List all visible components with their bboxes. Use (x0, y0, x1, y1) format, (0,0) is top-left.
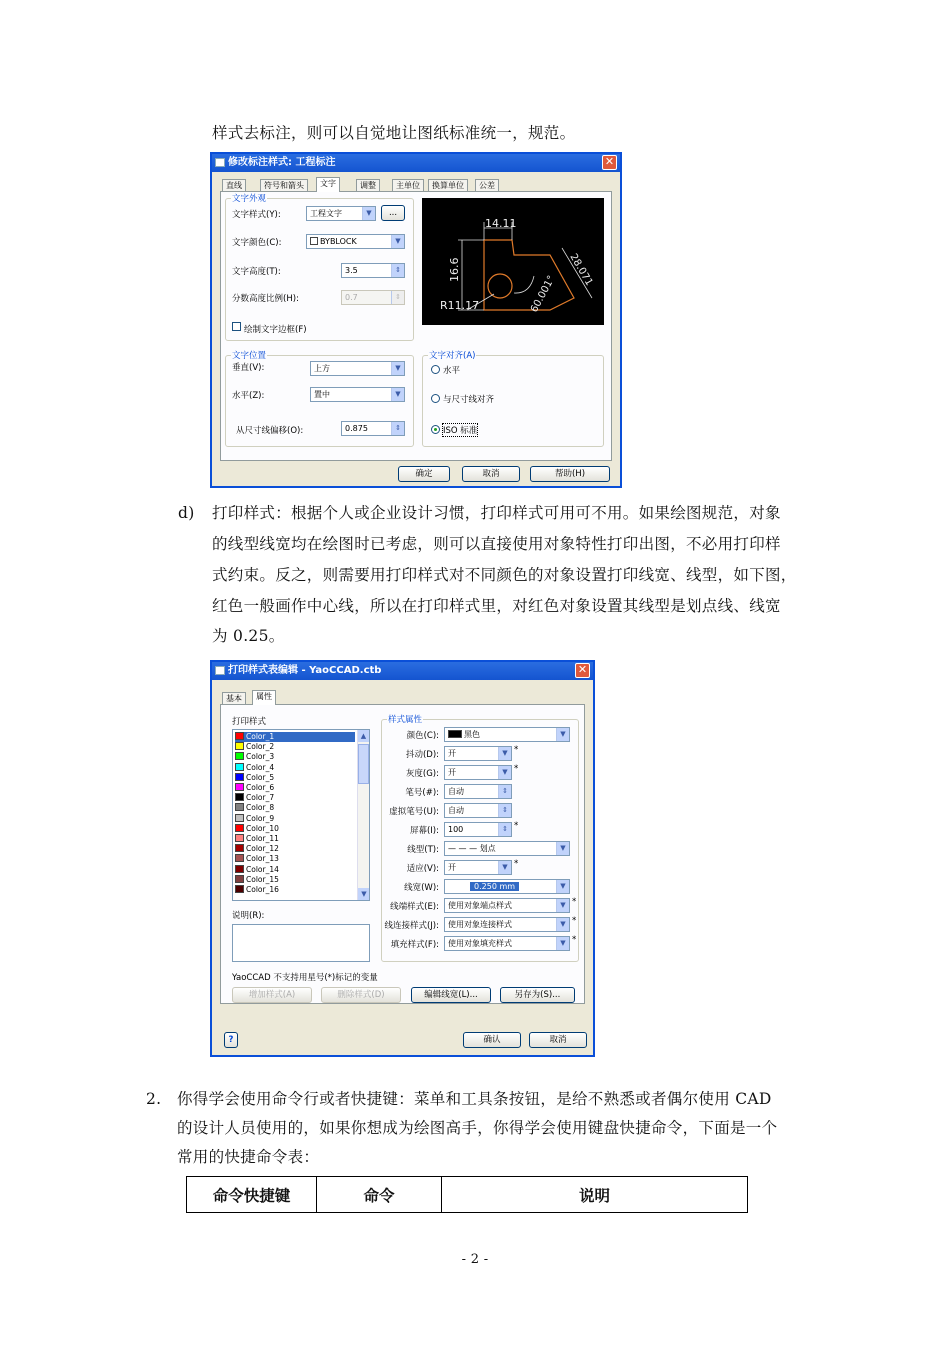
group-label: 文字对齐(A) (429, 351, 476, 361)
property-field[interactable] (444, 727, 570, 742)
color-swatch (235, 742, 244, 750)
tab-properties[interactable]: 属性 (252, 690, 276, 705)
color-swatch (235, 732, 244, 740)
dim-text-top: 14.11 (485, 217, 517, 230)
color-swatch (235, 834, 244, 842)
preview-circle (488, 274, 512, 298)
color-swatch (235, 824, 244, 832)
property-field[interactable] (444, 803, 512, 818)
property-value: 自动 (448, 787, 464, 796)
dim-style-dialog (210, 152, 622, 488)
unsupported-mark: * (572, 935, 577, 945)
dialog-title: 修改标注样式: 工程标注 (228, 157, 336, 168)
list-marker-d: d) (178, 504, 195, 522)
property-label: 虚拟笔号(U): (389, 807, 439, 817)
chevron-down-icon: ▼ (391, 235, 404, 248)
property-label: 颜色(C): (406, 731, 439, 741)
horizontal-select[interactable]: 置中 ▼ (310, 387, 405, 402)
chevron-down-icon: ▼ (556, 842, 569, 855)
property-value: 开 (448, 749, 456, 758)
header-description: 说明 (442, 1177, 748, 1213)
cancel-button[interactable]: 取消 (529, 1032, 587, 1048)
color-name: Color_3 (246, 752, 275, 762)
text-height-spinner[interactable]: 3.5 ⇕ (341, 263, 405, 278)
unsupported-notice: YaoCCAD 不支持用星号(*)标记的变量 (232, 973, 378, 983)
para-d-line-2: 的线型线宽均在绘图时已考虑，则可以直接使用对象特性打印出图，不必用打印样 (212, 535, 781, 553)
property-field[interactable] (444, 860, 512, 875)
color-swatch (235, 783, 244, 791)
save-as-button[interactable]: 另存为(S)... (500, 987, 575, 1003)
plot-styles-label: 打印样式 (232, 717, 267, 727)
color-name: Color_2 (246, 742, 275, 752)
list-item[interactable] (235, 814, 274, 824)
property-field[interactable] (444, 746, 512, 761)
para-d-line-5: 为 0.25。 (212, 627, 285, 645)
property-field[interactable] (444, 784, 512, 799)
scroll-thumb[interactable] (358, 744, 369, 784)
property-field[interactable] (444, 936, 570, 951)
list-item[interactable] (235, 732, 355, 742)
unsupported-mark: * (514, 821, 519, 831)
dim-text-diag: 28.071 (567, 252, 595, 288)
property-field[interactable] (444, 917, 570, 932)
text-appearance-group (225, 194, 414, 341)
property-label: 屏幕(I): (409, 826, 439, 836)
text-height-label: 文字高度(T): (232, 267, 281, 277)
spinner-arrows-icon: ⇕ (391, 291, 404, 304)
app-icon (215, 158, 225, 167)
list-item[interactable] (235, 752, 274, 762)
align-iso-radio[interactable] (431, 425, 440, 434)
color-swatch (235, 844, 244, 852)
chevron-down-icon: ▼ (362, 207, 375, 220)
property-label: 笔号(#): (405, 788, 439, 798)
para-2-line-1: 你得学会使用命令行或者快捷键：菜单和工具条按钮，是给不熟悉或者偶尔使用 CAD (177, 1090, 772, 1108)
list-item[interactable] (235, 773, 274, 783)
chevron-down-icon: ▼ (556, 918, 569, 931)
unsupported-mark: * (514, 764, 519, 774)
dialog-titlebar (212, 662, 593, 680)
dialog-title: 打印样式表编辑 - YaoCCAD.ctb (228, 665, 382, 676)
para-d-line-4: 红色一般画作中心线，所以在打印样式里，对红色对象设置其线型是划点线、线宽 (212, 597, 781, 615)
property-field[interactable] (444, 841, 570, 856)
property-label: 灰度(G): (405, 769, 439, 779)
para-2-line-2: 的设计人员使用的，如果你想成为绘图高手，你得学会使用键盘快捷命令，下面是一个 (177, 1119, 778, 1137)
align-iso-label: ISO 标准 (443, 426, 478, 436)
chevron-down-icon: ▼ (498, 747, 511, 760)
color-swatch (235, 885, 244, 893)
property-value: 开 (448, 863, 456, 872)
property-value: 自动 (448, 806, 464, 815)
tab-primary-units[interactable]: 主单位 (392, 179, 424, 192)
spinner-arrows-icon: ⇕ (391, 422, 404, 435)
spinner-arrows-icon: ⇕ (391, 264, 404, 277)
close-button[interactable]: ✕ (575, 663, 590, 678)
style-properties-group (381, 715, 579, 962)
unsupported-mark: * (572, 897, 577, 907)
app-icon (215, 666, 225, 675)
property-field[interactable] (444, 822, 512, 837)
align-horizontal-radio[interactable] (431, 365, 440, 374)
text-color-select[interactable]: BYBLOCK ▼ (306, 234, 405, 249)
group-label: 样式属性 (388, 715, 423, 725)
text-style-label: 文字样式(Y): (232, 210, 281, 220)
chevron-down-icon: ▼ (391, 388, 404, 401)
color-name: Color_15 (246, 874, 279, 884)
fraction-scale-label: 分数高度比例(H): (232, 294, 299, 304)
offset-spinner[interactable]: 0.875 ⇕ (341, 421, 405, 436)
close-button[interactable]: ✕ (602, 155, 617, 170)
color-name: Color_12 (246, 844, 279, 854)
list-item[interactable] (235, 742, 274, 752)
chevron-down-icon: ▼ (556, 728, 569, 741)
dim-text-angle: 60.001° (528, 273, 558, 315)
list-marker-2: 2. (146, 1090, 162, 1108)
color-name: Color_11 (246, 834, 279, 843)
color-swatch (235, 752, 244, 760)
para-2-line-3: 常用的快捷命令表： (177, 1148, 320, 1166)
property-value: 黑色 (464, 730, 480, 739)
list-item[interactable] (235, 844, 279, 854)
list-item[interactable] (235, 803, 274, 813)
text-placement-group (225, 351, 414, 447)
spinner-arrows-icon: ⇕ (498, 804, 511, 817)
tab-text[interactable]: 文字 (316, 177, 340, 192)
tab-panel (220, 191, 612, 461)
color-swatch (235, 814, 244, 822)
list-item[interactable] (235, 783, 274, 793)
tab-tolerances[interactable]: 公差 (475, 179, 499, 192)
group-label: 文字位置 (232, 351, 267, 361)
list-item[interactable] (235, 763, 274, 773)
cancel-button[interactable]: 取消 (462, 466, 520, 482)
tab-lines[interactable]: 直线 (222, 179, 246, 192)
dim-text-left: 16.6 (448, 257, 461, 282)
unsupported-mark: * (514, 745, 519, 755)
chevron-down-icon: ▼ (498, 766, 511, 779)
description-label: 说明(R): (232, 911, 265, 921)
help-question-button[interactable]: ? (224, 1032, 238, 1048)
preview-pane (422, 198, 604, 325)
scroll-up-icon[interactable]: ▲ (358, 730, 369, 742)
dim-text-radius: R11.17 (440, 299, 480, 312)
color-name: Color_16 (246, 885, 279, 894)
dim-arc (514, 276, 534, 293)
page-number: - 2 - (461, 1252, 489, 1267)
fraction-scale-spinner[interactable]: 0.7 ⇕ (341, 290, 405, 305)
description-textarea[interactable] (232, 924, 370, 962)
color-name: Color_13 (246, 854, 279, 864)
property-value: — — — 划点 (448, 844, 496, 853)
property-label: 线连接样式(J): (384, 921, 439, 931)
color-swatch (310, 237, 318, 245)
tab-fit[interactable]: 调整 (356, 179, 380, 192)
ok-button[interactable]: 确认 (463, 1032, 521, 1048)
vertical-label: 垂直(V): (232, 363, 265, 373)
dimension-preview (422, 198, 604, 325)
table-header-row (187, 1177, 748, 1213)
color-swatch (235, 875, 244, 883)
tab-symbols-arrows[interactable]: 符号和箭头 (260, 179, 308, 192)
spinner-arrows-icon: ⇕ (498, 785, 511, 798)
property-value: 使用对象端点样式 (448, 901, 512, 910)
property-field[interactable] (444, 879, 570, 894)
property-label: 线宽(W): (404, 883, 439, 893)
intro-line: 样式去标注，则可以自觉地让图纸标准统一，规范。 (212, 124, 576, 142)
align-horizontal-label: 水平 (443, 366, 461, 376)
plot-style-list[interactable] (232, 729, 370, 901)
color-swatch (235, 773, 244, 781)
horizontal-label: 水平(Z): (232, 391, 265, 401)
para-d-line-3: 式约束。反之，则需要用打印样式对不同颜色的对象设置打印线宽、线型，如下图， (212, 566, 797, 584)
scroll-down-icon[interactable]: ▼ (358, 888, 370, 900)
spinner-arrows-icon: ⇕ (498, 823, 511, 836)
group-label: 文字外观 (232, 194, 267, 204)
text-style-select[interactable]: 工程文字 ▼ (306, 206, 376, 221)
color-name: Color_4 (246, 762, 275, 772)
list-item[interactable] (235, 834, 279, 844)
color-swatch (235, 854, 244, 862)
shortcut-table (186, 1176, 748, 1213)
property-label: 适应(V): (406, 864, 439, 874)
list-item[interactable] (235, 824, 279, 834)
color-name: Color_8 (246, 803, 275, 813)
list-item[interactable] (235, 885, 279, 895)
header-shortcut: 命令快捷键 (187, 1177, 317, 1213)
color-name: Color_10 (246, 823, 279, 833)
property-label: 线端样式(E): (390, 902, 439, 912)
list-scrollbar[interactable] (357, 730, 369, 900)
color-swatch (235, 763, 244, 771)
tab-panel (220, 704, 585, 1004)
tab-general[interactable]: 基本 (222, 692, 246, 705)
vertical-select[interactable]: 上方 ▼ (310, 361, 405, 376)
align-dimline-label: 与尺寸线对齐 (443, 395, 495, 405)
color-swatch (235, 803, 244, 811)
unsupported-mark: * (572, 916, 577, 926)
property-label: 抖动(D): (405, 750, 439, 760)
color-swatch (235, 865, 244, 873)
color-name: Color_7 (246, 793, 275, 803)
header-command: 命令 (317, 1177, 442, 1213)
property-value: 开 (448, 768, 456, 777)
property-value: 100 (448, 825, 464, 834)
list-item[interactable] (235, 865, 279, 875)
color-name: Color_6 (246, 783, 275, 792)
chevron-down-icon: ▼ (498, 861, 511, 874)
color-name: Color_1 (246, 732, 275, 741)
offset-label: 从尺寸线偏移(O): (236, 426, 304, 436)
color-name: Color_9 (246, 813, 275, 823)
property-field[interactable] (444, 898, 570, 913)
add-style-button[interactable]: 增加样式(A) (232, 987, 312, 1003)
draw-frame-label: 绘制文字边框(F) (244, 325, 307, 335)
unsupported-mark: * (514, 859, 519, 869)
property-field[interactable] (444, 765, 512, 780)
color-swatch (235, 793, 244, 801)
help-button[interactable]: 帮助(H) (530, 466, 610, 482)
plot-style-dialog (210, 660, 595, 1057)
preview-shape (484, 240, 574, 310)
browse-button[interactable]: ... (381, 205, 405, 221)
align-dimline-radio[interactable] (431, 394, 440, 403)
list-item[interactable] (235, 854, 279, 864)
para-d-line-1: 打印样式：根据个人或企业设计习惯，打印样式可用可不用。如果绘图规范，对象 (212, 504, 781, 522)
property-value: 使用对象填充样式 (448, 939, 512, 948)
ok-button[interactable]: 确定 (398, 466, 450, 482)
list-item[interactable] (235, 875, 279, 885)
chevron-down-icon: ▼ (556, 899, 569, 912)
property-value: 0.250 mm (470, 882, 519, 891)
color-swatch (448, 730, 462, 738)
delete-style-button[interactable]: 删除样式(D) (321, 987, 401, 1003)
chevron-down-icon: ▼ (556, 937, 569, 950)
property-label: 填充样式(F): (390, 940, 439, 950)
edit-lineweights-button[interactable]: 编辑线宽(L)... (411, 987, 491, 1003)
color-name: Color_5 (246, 772, 275, 782)
draw-frame-checkbox[interactable] (232, 322, 241, 331)
tab-alternate-units[interactable]: 换算单位 (428, 179, 468, 192)
color-name: Color_14 (246, 864, 279, 874)
property-label: 线型(T): (407, 845, 439, 855)
text-alignment-group (422, 351, 604, 447)
dialog-titlebar (212, 154, 620, 172)
list-item[interactable] (235, 793, 274, 803)
text-color-label: 文字颜色(C): (232, 238, 282, 248)
property-value: 使用对象连接样式 (448, 920, 512, 929)
chevron-down-icon: ▼ (556, 880, 569, 893)
chevron-down-icon: ▼ (391, 362, 404, 375)
